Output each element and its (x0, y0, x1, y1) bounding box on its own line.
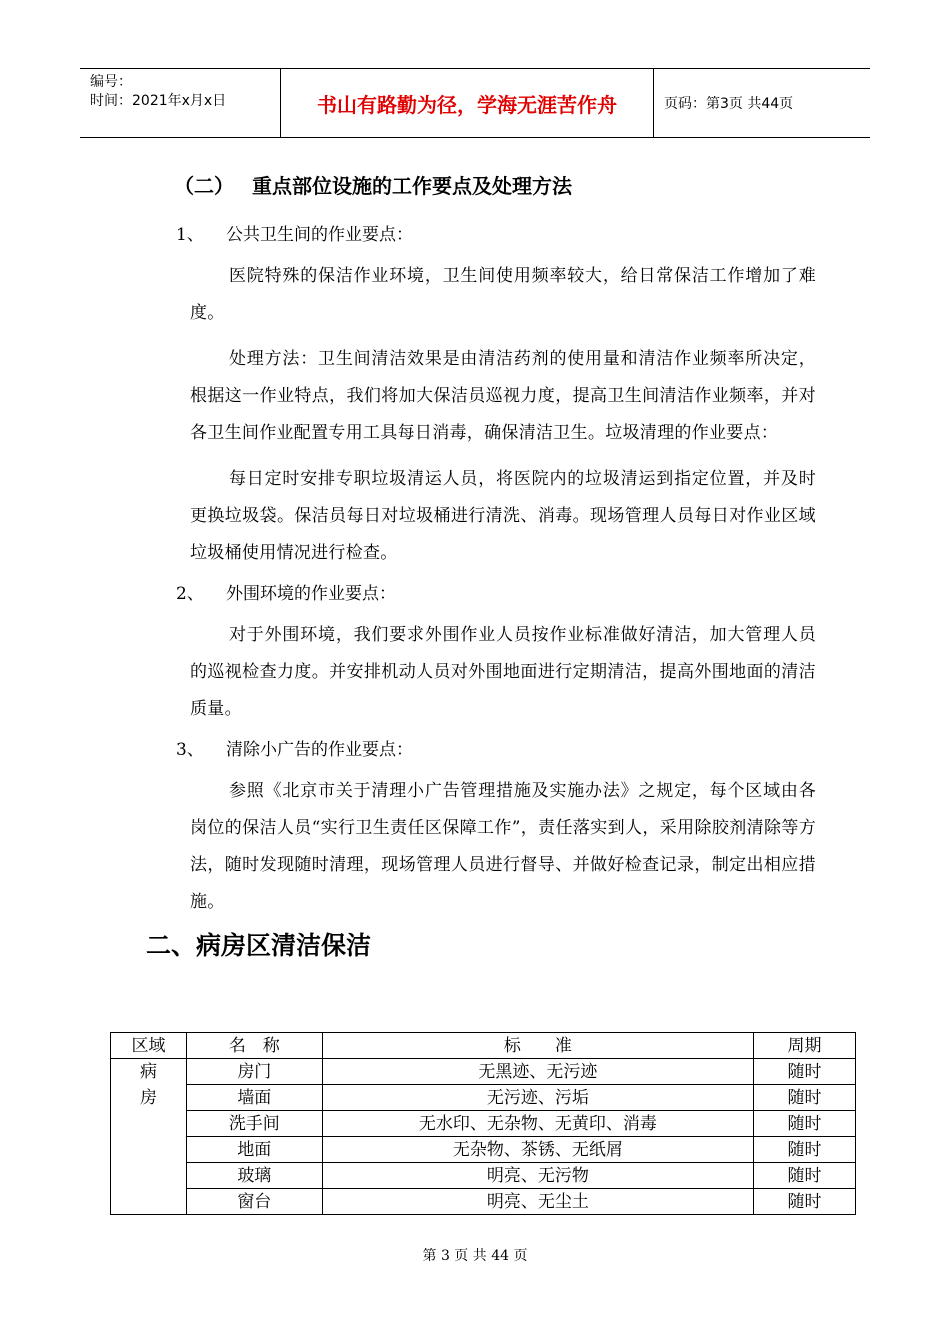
header-standard: 标 准 (322, 1033, 753, 1059)
table-row (111, 1059, 856, 1085)
paragraph: 处理方法：卫生间清洁效果是由清洁药剂的使用量和清洁作业频率所决定，根据这一作业特点，我们将加大保洁员巡视力度，提高卫生间清洁作业频率，并对各卫生间作业配置专用工具每日消毒，确保清洁卫生。垃圾清理的作业要点： (190, 349, 816, 443)
header-meta (80, 69, 281, 137)
header-motto: 书山有路勤为径，学海无涯苦作舟 (281, 69, 654, 137)
header-page-label: 页码：第3页 共44页 (664, 96, 794, 112)
page-footer: 第 3 页 共 44 页 (422, 1248, 528, 1264)
cell-standard: 无杂物、茶锈、无纸屑 (322, 1137, 753, 1163)
cell-standard: 无污迹、污垢 (322, 1085, 753, 1111)
paragraph: 医院特殊的保洁作业环境，卫生间使用频率较大，给日常保洁工作增加了难度。 (190, 266, 816, 323)
cell-standard: 明亮、无污物 (322, 1163, 753, 1189)
cell-cycle: 随时 (754, 1111, 856, 1137)
paragraph: 对于外围环境，我们要求外围作业人员按作业标准做好清洁，加大管理人员的巡视检查力度。并安排机动人员对外围地面进行定期清洁，提高外围地面的清洁质量。 (190, 625, 816, 719)
time-label: 时间：2021年x月x日 (90, 93, 227, 109)
list-item-1 (176, 222, 816, 249)
list-item-2 (176, 581, 816, 608)
cell-name: 玻璃 (186, 1163, 322, 1189)
cell-cycle: 随时 (754, 1085, 856, 1111)
table-header-row (111, 1033, 856, 1059)
list-number: 3、 (176, 740, 204, 760)
list-number: 1、 (176, 225, 204, 245)
header-name: 名 称 (186, 1033, 322, 1059)
cell-cycle: 随时 (754, 1163, 856, 1189)
area-cell (111, 1059, 187, 1215)
page-header (80, 68, 870, 138)
paragraph: 参照《北京市关于清理小广告管理措施及实施办法》之规定，每个区域由各岗位的保洁人员“实行卫生责任区保障工作”，责任落实到人，采用除胶剂清除等方法，随时发现随时清理，现场管理人员进行督导、并做好检查记录，制定出相应措施。 (190, 781, 816, 912)
area-char: 病 (139, 1062, 157, 1082)
header-cycle: 周期 (754, 1033, 856, 1059)
cell-standard: 无黑迹、无污迹 (322, 1059, 753, 1085)
table-row (111, 1189, 856, 1215)
cell-name: 地面 (186, 1137, 322, 1163)
cell-cycle: 随时 (754, 1137, 856, 1163)
section-title-text: 重点部位设施的工作要点及处理方法 (252, 174, 572, 198)
cell-name: 窗台 (186, 1189, 322, 1215)
list-item-1-body (176, 258, 816, 572)
cell-name: 洗手间 (186, 1111, 322, 1137)
number-label: 编号： (90, 74, 132, 90)
header-area: 区域 (111, 1033, 187, 1059)
standards-table (110, 1032, 856, 1215)
section-title (174, 170, 572, 199)
area-char: 房 (139, 1088, 157, 1108)
list-number: 2、 (176, 584, 204, 604)
list-title: 外围环境的作业要点： (226, 584, 396, 604)
table-row (111, 1085, 856, 1111)
document-body (176, 222, 816, 930)
table-row (111, 1137, 856, 1163)
list-title: 清除小广告的作业要点： (226, 740, 413, 760)
list-item-3-body (176, 773, 816, 921)
paragraph: 每日定时安排专职垃圾清运人员，将医院内的垃圾清运到指定位置，并及时更换垃圾袋。保洁员每日对垃圾桶进行清洗、消毒。现场管理人员每日对作业区域垃圾桶使用情况进行检查。 (190, 469, 816, 563)
section-number: （二） (174, 174, 234, 198)
list-item-3 (176, 737, 816, 764)
list-title: 公共卫生间的作业要点： (226, 225, 413, 245)
cell-cycle: 随时 (754, 1059, 856, 1085)
heading-2: 二、病房区清洁保洁 (146, 931, 372, 960)
table-row (111, 1111, 856, 1137)
cell-cycle: 随时 (754, 1189, 856, 1215)
cell-standard: 明亮、无尘土 (322, 1189, 753, 1215)
cell-standard: 无水印、无杂物、无黄印、消毒 (322, 1111, 753, 1137)
table-row (111, 1163, 856, 1189)
cell-name: 墙面 (186, 1085, 322, 1111)
list-item-2-body (176, 617, 816, 728)
cell-name: 房门 (186, 1059, 322, 1085)
